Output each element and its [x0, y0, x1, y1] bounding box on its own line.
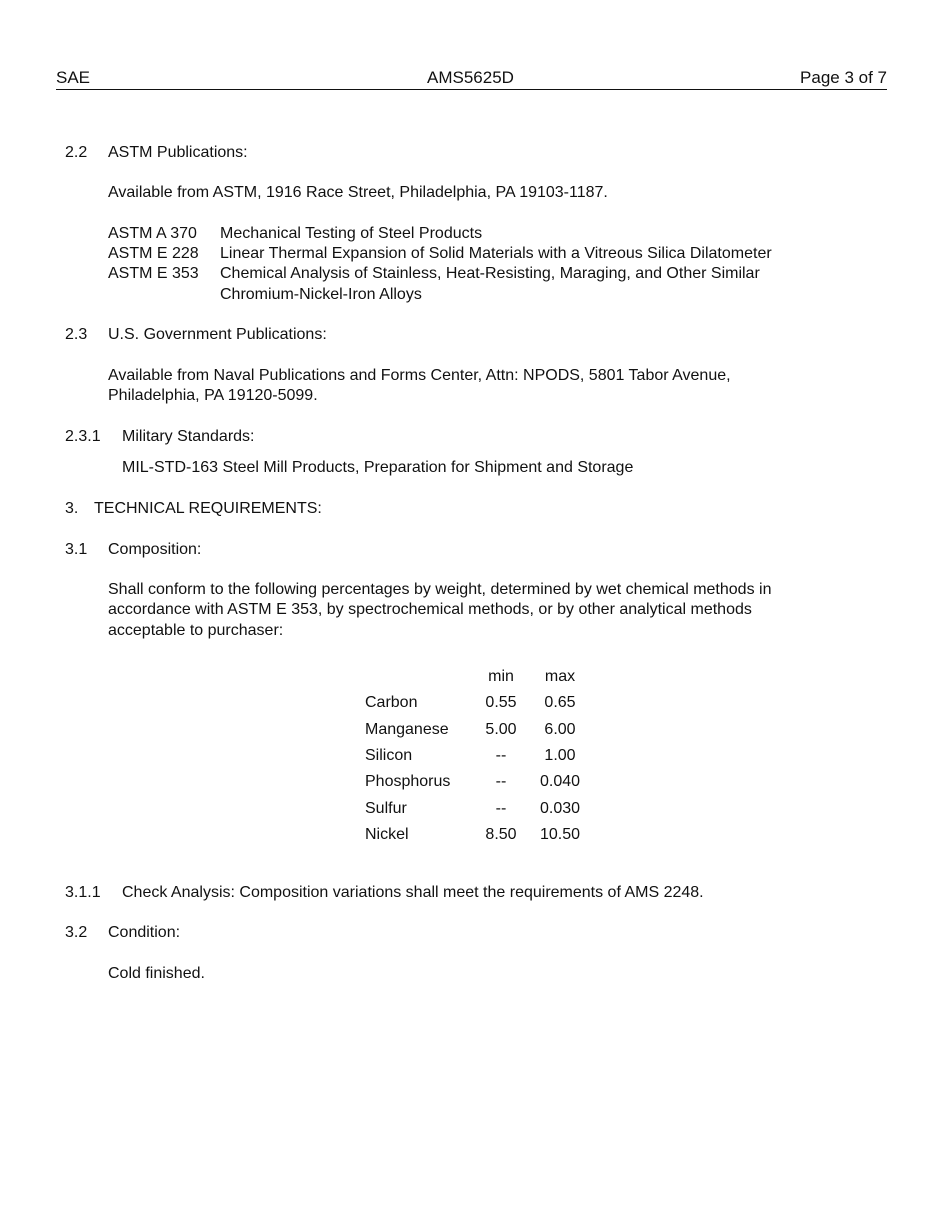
element-max: 0.030 [539, 799, 581, 817]
section-3-1-number: 3.1 [65, 541, 88, 558]
element-max: 6.00 [544, 720, 576, 738]
composition-table [360, 664, 595, 848]
table-row [360, 690, 595, 716]
header-doc-id: AMS5625D [427, 68, 514, 87]
astm-ref-code: ASTM A 370 [108, 225, 197, 242]
section-3-1-title: Composition: [108, 541, 202, 558]
table-row [360, 822, 595, 848]
table-row [360, 743, 595, 769]
section-3-title: TECHNICAL REQUIREMENTS: [94, 500, 322, 517]
astm-ref-desc: Chemical Analysis of Stainless, Heat-Resisting, Maraging, and Other Similar [220, 265, 760, 282]
element-min: 5.00 [485, 720, 517, 738]
section-3-number: 3. [65, 500, 79, 517]
astm-ref-code: ASTM E 353 [108, 265, 199, 282]
element-max: 0.65 [544, 694, 576, 712]
element-min: 0.55 [485, 694, 517, 712]
astm-ref-desc: Linear Thermal Expansion of Solid Materials with a Vitreous Silica Dilatometer [220, 245, 772, 262]
section-3-1-text-line2: accordance with ASTM E 353, by spectrochemical methods, or by other analytical methods [108, 601, 752, 618]
header-org: SAE [56, 68, 91, 87]
header-max: max [544, 668, 576, 685]
section-2-3-availability-line2: Philadelphia, PA 19120-5099. [108, 387, 318, 404]
section-2-3-number: 2.3 [65, 326, 88, 343]
section-3-1-text-line1: Shall conform to the following percentages by weight, determined by wet chemical methods in [108, 581, 772, 598]
section-3-2-text: Cold finished. [108, 965, 205, 982]
element-max: 0.040 [539, 773, 581, 791]
section-2-2-number: 2.2 [65, 144, 88, 161]
header-element [360, 664, 477, 690]
astm-ref-desc: Mechanical Testing of Steel Products [220, 225, 483, 242]
element-min: -- [495, 746, 507, 764]
header-page-number: Page 3 of 7 [800, 68, 887, 87]
element-name: Manganese [365, 720, 449, 738]
table-row [360, 769, 595, 795]
element-name: Carbon [365, 694, 418, 712]
element-min: -- [495, 773, 507, 791]
section-3-2-number: 3.2 [65, 924, 88, 941]
section-2-2-title: ASTM Publications: [108, 144, 248, 161]
astm-ref-code: ASTM E 228 [108, 245, 199, 262]
section-2-3-title: U.S. Government Publications: [108, 326, 327, 343]
header-min: min [488, 668, 514, 685]
element-name: Nickel [365, 826, 409, 844]
element-name: Sulfur [365, 799, 407, 817]
section-3-1-1-text: Check Analysis: Composition variations shall meet the requirements of AMS 2248. [122, 884, 704, 901]
element-name: Phosphorus [365, 773, 451, 791]
section-2-3-1-title: Military Standards: [122, 428, 255, 445]
element-min: 8.50 [485, 826, 517, 844]
table-row [360, 716, 595, 742]
element-min: -- [495, 799, 507, 817]
astm-ref-desc-continued: Chromium-Nickel-Iron Alloys [220, 286, 422, 303]
element-name: Silicon [365, 746, 413, 764]
page-header [56, 67, 887, 90]
section-2-3-availability-line1: Available from Naval Publications and Forms Center, Attn: NPODS, 5801 Tabor Avenue, [108, 367, 731, 384]
element-max: 1.00 [544, 746, 576, 764]
section-3-1-1-number: 3.1.1 [65, 884, 101, 901]
section-2-2-availability: Available from ASTM, 1916 Race Street, Philadelphia, PA 19103-1187. [108, 184, 608, 201]
section-3-1-text-line3: acceptable to purchaser: [108, 622, 284, 639]
section-3-2-title: Condition: [108, 924, 181, 941]
element-max: 10.50 [539, 826, 581, 844]
mil-std-ref: MIL-STD-163 Steel Mill Products, Preparation for Shipment and Storage [122, 459, 634, 476]
section-2-3-1-number: 2.3.1 [65, 428, 101, 445]
composition-header-row [360, 664, 595, 690]
table-row [360, 796, 595, 822]
